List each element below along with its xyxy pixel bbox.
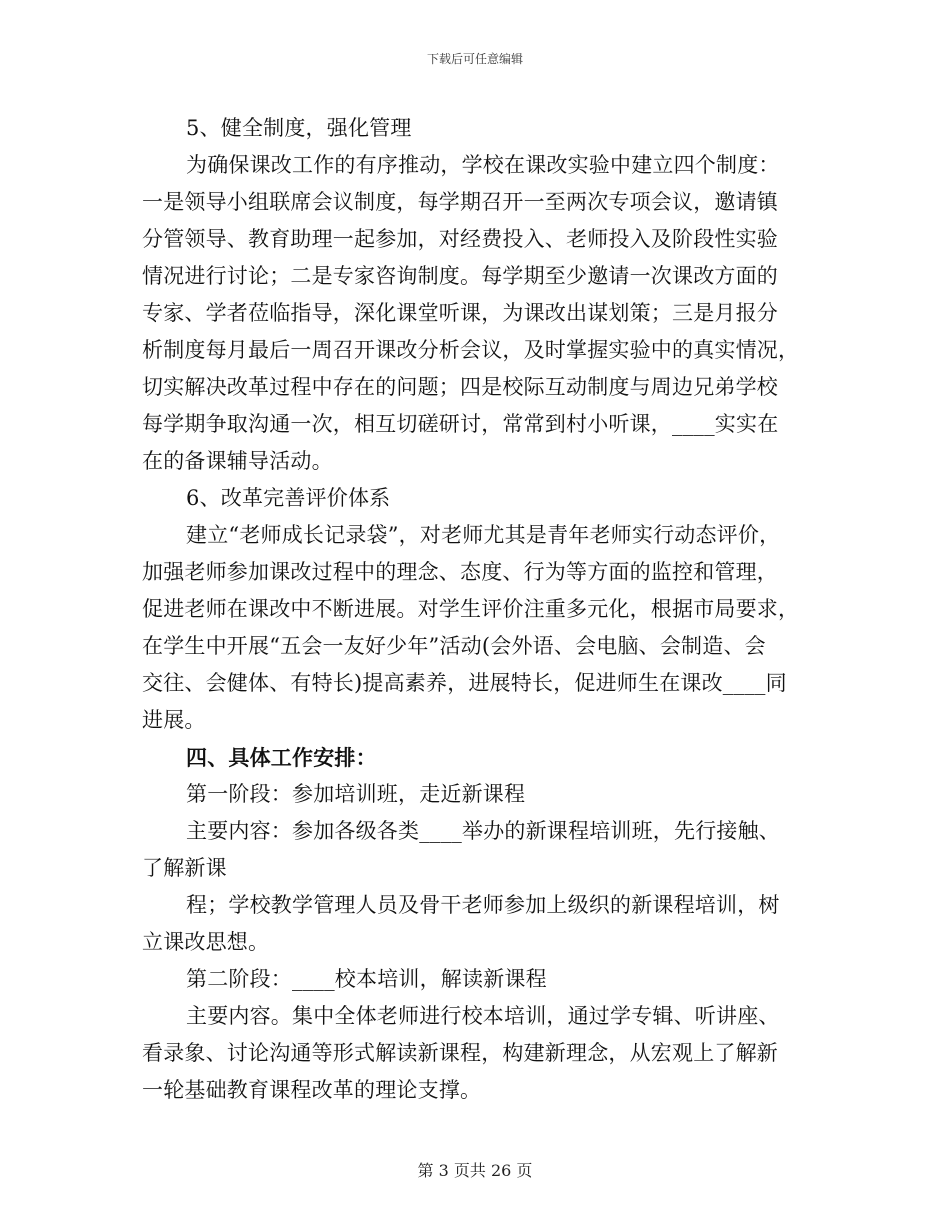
stage-title: 第一阶段：参加培训班，走近新课程 [186,782,526,806]
paragraph-line: 一是领导小组联席会议制度，每学期召开一至两次专项会议，邀请镇 [142,190,778,214]
paragraph-line: 析制度每月最后一周召开课改分析会议，及时掌握实验中的真实情况， [142,338,800,362]
section-heading-6: 6、改革完善评价体系 [186,486,391,510]
paragraph-line: 专家、学者莅临指导，深化课堂听课，为课改出谋划策；三是月报分 [142,301,778,325]
paragraph-line: 一轮基础教育课程改革的理论支撑。 [142,1078,482,1102]
page-header: 下载后可任意编辑 [426,52,523,66]
paragraph-line: 促进老师在课改中不断进展。对学生评价注重多元化，根据市局要求， [142,597,800,621]
paragraph-line: 加强老师参加课改过程中的理念、态度、行为等方面的监控和管理， [142,560,778,584]
section-heading-5: 5、健全制度，强化管理 [186,116,412,140]
stage-title: 第二阶段：____校本培训，解读新课程 [186,967,547,991]
paragraph-line: 建立“老师成长记录袋”，对老师尤其是青年老师实行动态评价， [186,523,781,547]
paragraph-line: 交往、会健体、有特长)提高素养，进展特长，促进师生在课改____同 [142,671,787,695]
paragraph-line: 情况进行讨论；二是专家咨询制度。每学期至少邀请一次课改方面的 [142,264,778,288]
paragraph-line: 立课改思想。 [142,930,270,954]
paragraph-line: 程；学校教学管理人员及骨干老师参加上级织的新课程培训，树 [186,893,780,917]
paragraph-line: 分管领导、教育助理一起参加，对经费投入、老师投入及阶段性实验 [142,227,778,251]
paragraph-line: 进展。 [142,708,206,732]
section-heading-4: 四、具体工作安排： [186,745,377,770]
paragraph-line: 每学期争取沟通一次，相互切磋研讨，常常到村小听课，____实实在 [142,412,779,436]
page-footer: 第 3 页共 26 页 [417,1161,533,1180]
paragraph-line: 主要内容：参加各级各类____举办的新课程培训班，先行接触、 [186,819,780,843]
paragraph-line: 了解新课 [142,856,227,880]
paragraph-line: 在的备课辅导活动。 [142,449,333,473]
paragraph-line: 切实解决改革过程中存在的问题；四是校际互动制度与周边兄弟学校 [142,375,778,399]
paragraph-line: 为确保课改工作的有序推动，学校在课改实验中建立四个制度： [186,153,780,177]
document-body [142,110,812,1109]
paragraph-line: 看录象、讨论沟通等形式解读新课程，构建新理念，从宏观上了解新 [142,1041,778,1065]
paragraph-line: 在学生中开展“五会一友好少年”活动(会外语、会电脑、会制造、会 [142,634,766,658]
paragraph-line: 主要内容。集中全体老师进行校本培训，通过学专辑、听讲座、 [186,1004,780,1028]
